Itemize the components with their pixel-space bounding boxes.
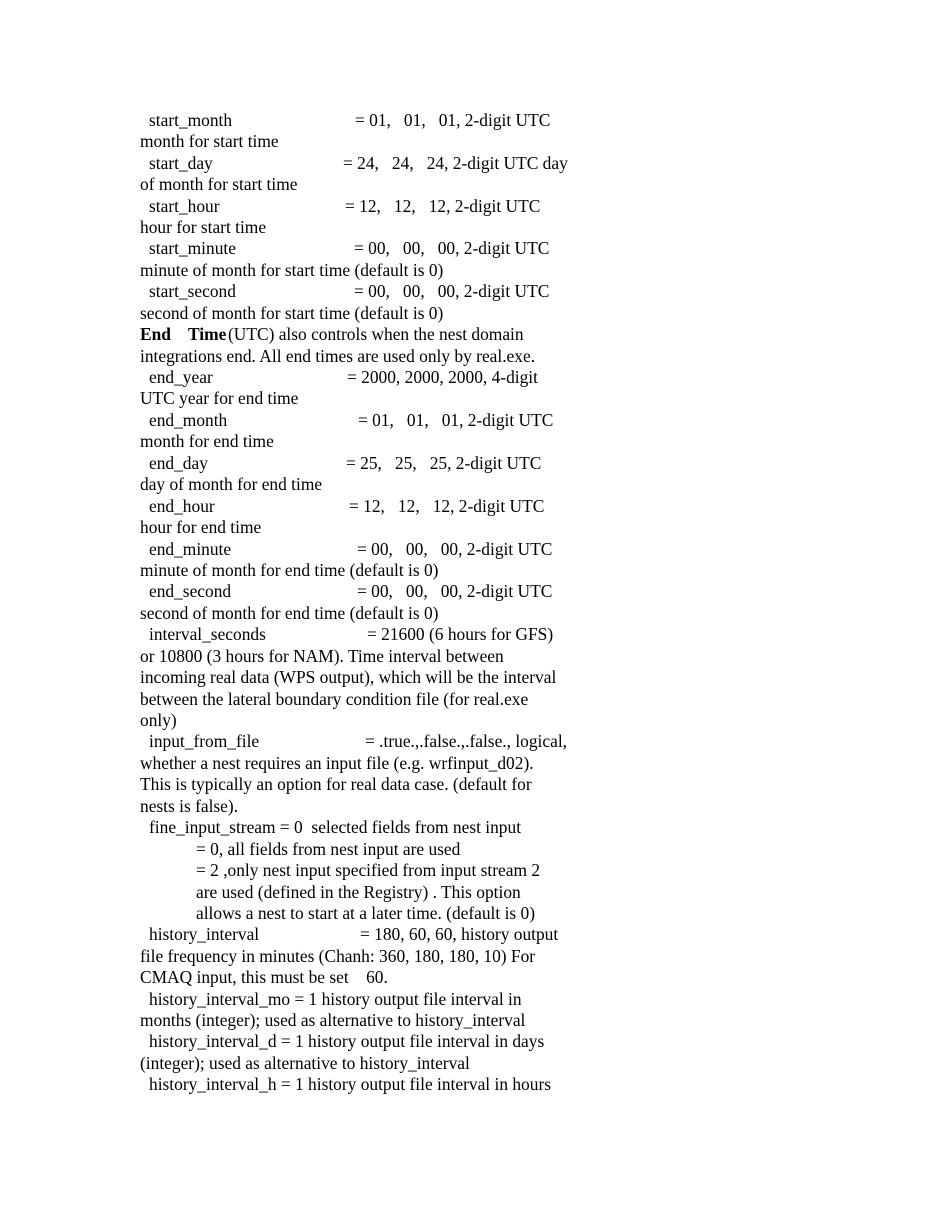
param-name: interval_seconds bbox=[149, 624, 266, 644]
text-line: (integer); used as alternative to history_interval bbox=[140, 1053, 470, 1073]
param-name: start_second bbox=[149, 281, 236, 301]
param-value: = 2000, 2000, 2000, 4-digit bbox=[347, 367, 538, 387]
param-line: history_interval_h = 1 history output file interval in hours bbox=[149, 1074, 552, 1094]
text-line: or 10800 (3 hours for NAM). Time interval between bbox=[140, 646, 504, 666]
text-line: incoming real data (WPS output), which will be the interval bbox=[140, 667, 557, 687]
param-value: = 00, 00, 00, 2-digit UTC bbox=[357, 581, 553, 601]
text-line: second of month for end time (default is 0) bbox=[140, 603, 439, 623]
param-name: start_minute bbox=[149, 238, 236, 258]
text-line: nests is false). bbox=[140, 796, 239, 816]
param-value: = 180, 60, 60, history output bbox=[360, 924, 559, 944]
text-line: month for end time bbox=[140, 431, 274, 451]
text-line: day of month for end time bbox=[140, 474, 323, 494]
text-line: CMAQ input, this must be set 60. bbox=[140, 967, 388, 987]
param-name: end_minute bbox=[149, 539, 232, 559]
param-value: = 00, 00, 00, 2-digit UTC bbox=[354, 238, 550, 258]
param-name: start_day bbox=[149, 153, 213, 173]
text-line: of month for start time bbox=[140, 174, 298, 194]
param-line: history_interval_mo = 1 history output file interval in bbox=[149, 989, 522, 1009]
text-line: only) bbox=[140, 710, 177, 730]
param-name: end_second bbox=[149, 581, 232, 601]
param-line: history_interval_d = 1 history output file interval in days bbox=[149, 1031, 545, 1051]
param-name: input_from_file bbox=[149, 731, 260, 751]
param-name: end_month bbox=[149, 410, 228, 430]
text-line: whether a nest requires an input file (e.g. wrfinput_d02). bbox=[140, 753, 534, 773]
param-value: = 01, 01, 01, 2-digit UTC bbox=[358, 410, 554, 430]
param-name: start_month bbox=[149, 110, 233, 130]
text-line: hour for start time bbox=[140, 217, 267, 237]
text-line: months (integer); used as alternative to history_interval bbox=[140, 1010, 526, 1030]
text-line: UTC year for end time bbox=[140, 388, 299, 408]
param-value: = 21600 (6 hours for GFS) bbox=[367, 624, 554, 644]
param-name: start_hour bbox=[149, 196, 220, 216]
text-line: second of month for start time (default is 0) bbox=[140, 303, 444, 323]
text-line: (UTC) also controls when the nest domain bbox=[228, 324, 524, 344]
param-name: end_day bbox=[149, 453, 208, 473]
text-line: integrations end. All end times are used only by real.exe. bbox=[140, 346, 536, 366]
text-line: hour for end time bbox=[140, 517, 262, 537]
text-line: file frequency in minutes (Chanh: 360, 180, 180, 10) For bbox=[140, 946, 536, 966]
section-heading: End Time bbox=[140, 324, 227, 344]
param-name: end_year bbox=[149, 367, 213, 387]
indented-line: = 0, all fields from nest input are used bbox=[196, 839, 461, 859]
text-line: between the lateral boundary condition file (for real.exe bbox=[140, 689, 529, 709]
param-value: = 12, 12, 12, 2-digit UTC bbox=[345, 196, 541, 216]
param-name: history_interval bbox=[149, 924, 260, 944]
param-name: end_hour bbox=[149, 496, 215, 516]
param-value: = 12, 12, 12, 2-digit UTC bbox=[349, 496, 545, 516]
param-value: = 01, 01, 01, 2-digit UTC bbox=[355, 110, 551, 130]
text-line: month for start time bbox=[140, 131, 279, 151]
indented-line: = 2 ,only nest input specified from input stream 2 bbox=[196, 860, 541, 880]
param-value: = .true.,.false.,.false., logical, bbox=[365, 731, 567, 751]
param-line: fine_input_stream = 0 selected fields from nest input bbox=[149, 817, 522, 837]
text-line: minute of month for start time (default is 0) bbox=[140, 260, 444, 280]
param-value: = 00, 00, 00, 2-digit UTC bbox=[354, 281, 550, 301]
indented-line: are used (defined in the Registry) . This option bbox=[196, 882, 521, 902]
param-value: = 24, 24, 24, 2-digit UTC day bbox=[343, 153, 568, 173]
indented-line: allows a nest to start at a later time. (default is 0) bbox=[196, 903, 536, 923]
param-value: = 00, 00, 00, 2-digit UTC bbox=[357, 539, 553, 559]
text-line: This is typically an option for real data case. (default for bbox=[140, 774, 532, 794]
text-line: minute of month for end time (default is 0) bbox=[140, 560, 439, 580]
param-value: = 25, 25, 25, 2-digit UTC bbox=[346, 453, 542, 473]
